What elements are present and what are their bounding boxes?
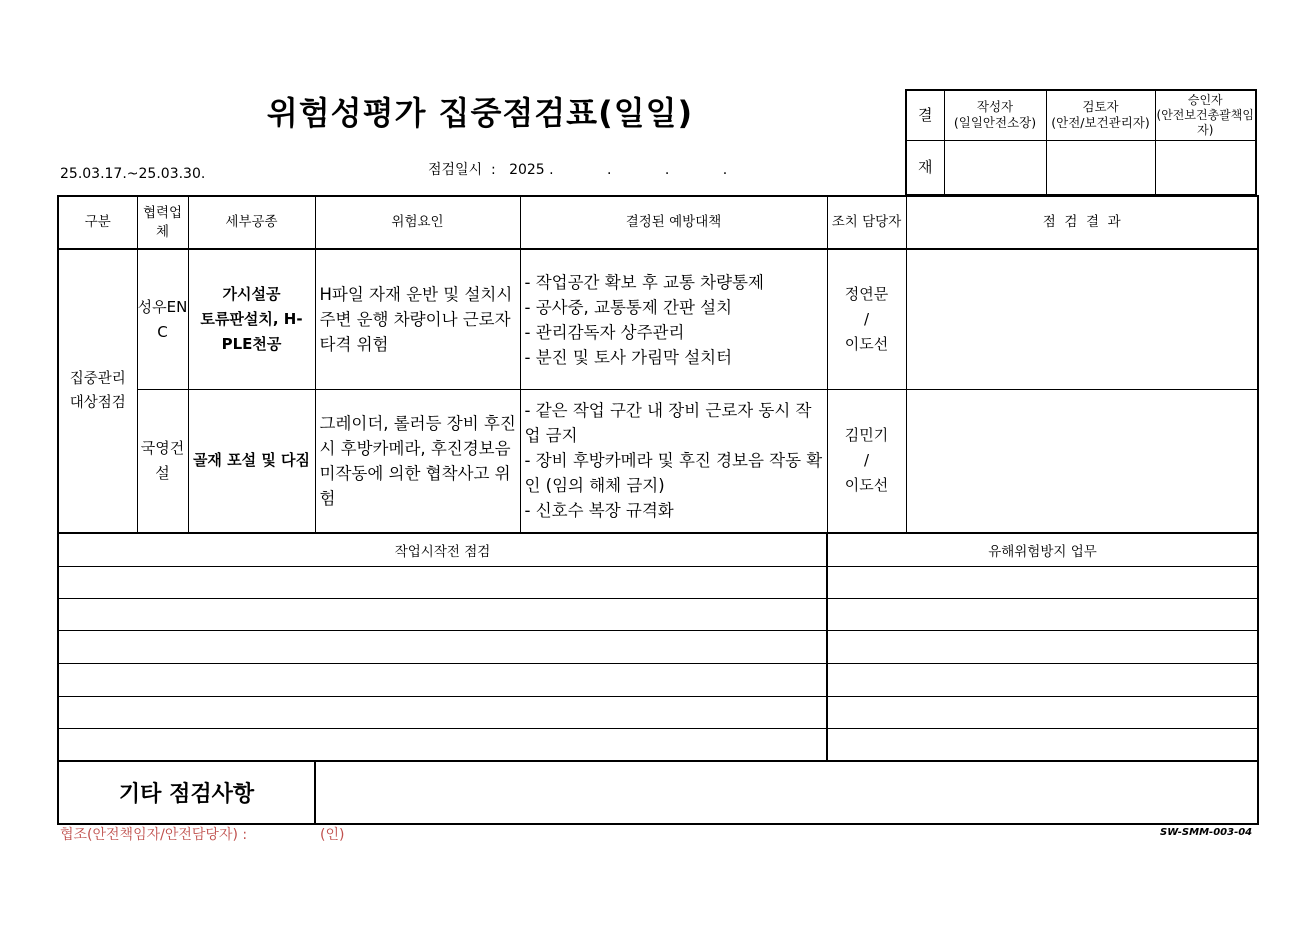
approval-role-reviewer (1046, 90, 1155, 140)
header-result: 점 검 결 과 (906, 196, 1258, 249)
hazard-line[interactable] (827, 696, 1258, 728)
pre-work-line[interactable] (58, 599, 827, 631)
manager-name: 정연문 (844, 285, 889, 304)
approval-jae: 재 (906, 140, 944, 195)
row2-work: 골재 포설 및 다짐 (188, 389, 315, 533)
pre-work-line[interactable] (58, 728, 827, 760)
hazard-line[interactable] (827, 631, 1258, 664)
manager-separator: / (863, 310, 870, 329)
row2-manager (827, 389, 906, 533)
writer-sublabel: (일일안전소장) (953, 115, 1037, 131)
approver-sign-cell[interactable] (1155, 140, 1256, 195)
pre-work-check-header: 작업시작전 점검 (58, 533, 827, 566)
approval-box (905, 89, 1257, 196)
manager-name: 김민기 (844, 426, 889, 445)
header-risk: 위험요인 (315, 196, 520, 249)
writer-label: 작성자 (976, 99, 1014, 115)
row1-measure: - 관리감독자 상주관리 (524, 322, 685, 342)
writer-sign-cell[interactable] (944, 140, 1046, 195)
inspection-table (57, 195, 1259, 825)
manager-name: 이도선 (844, 476, 889, 495)
hazard-line[interactable] (827, 599, 1258, 631)
row1-risk: H파일 자재 운반 및 설치시 주변 운행 차량이나 근로자 타격 위험 (315, 249, 520, 389)
reviewer-sign-cell[interactable] (1046, 140, 1155, 195)
row2-partner: 국영건설 (137, 389, 188, 533)
other-items-label: 기타 점검사항 (58, 761, 315, 824)
row1-measure: - 공사중, 교통통제 간판 설치 (524, 297, 733, 317)
row2-result[interactable] (906, 389, 1258, 533)
row2-measure: - 같은 작업 구간 내 장비 근로자 동시 작업 금지 (524, 401, 812, 446)
header-work: 세부공종 (188, 196, 315, 249)
row1-measures (520, 249, 827, 389)
header-category: 구분 (58, 196, 137, 249)
manager-separator: / (863, 451, 870, 470)
approver-sublabel: (안전보건총괄책임자) (1156, 107, 1254, 137)
hazard-line[interactable] (827, 664, 1258, 696)
row1-work: 가시설공 토류판설치, H-PLE천공 (188, 249, 315, 389)
row1-measure: - 분진 및 토사 가림막 설치터 (524, 347, 733, 367)
approver-label: 승인자 (1187, 92, 1223, 107)
hazard-line[interactable] (827, 566, 1258, 598)
header-manager: 조치 담당자 (827, 196, 906, 249)
row2-measure: - 장비 후방카메라 및 후진 경보음 작동 확인 (임의 해체 금지) (524, 451, 823, 496)
document-title: 위험성평가 집중점검표(일일) (266, 94, 694, 132)
row2-measures (520, 389, 827, 533)
row1-manager (827, 249, 906, 389)
document-code: SW-SMM-003-04 (1160, 827, 1253, 838)
seal-label: (인) (320, 827, 345, 843)
pre-work-line[interactable] (58, 566, 827, 598)
pre-work-line[interactable] (58, 631, 827, 664)
approval-gyeol: 결 (906, 90, 944, 140)
row2-risk: 그레이더, 롤러등 장비 후진 시 후방카메라, 후진경보음 미작동에 의한 협착사고 위험 (315, 389, 520, 533)
reviewer-label: 검토자 (1082, 99, 1119, 115)
header-partner: 협력업체 (137, 196, 188, 249)
approval-role-approver (1155, 90, 1256, 140)
cooperation-label: 협조(안전책임자/안전담당자) : (60, 827, 248, 843)
other-items-content[interactable] (315, 761, 1258, 824)
row1-result[interactable] (906, 249, 1258, 389)
category-cell (58, 249, 137, 533)
pre-work-line[interactable] (58, 664, 827, 696)
inspection-period: 25.03.17.~25.03.30. (60, 166, 206, 182)
approval-role-writer (944, 90, 1046, 140)
hazard-prevention-header: 유해위험방지 업무 (827, 533, 1258, 566)
manager-name: 이도선 (844, 335, 889, 354)
pre-work-line[interactable] (58, 696, 827, 728)
hazard-line[interactable] (827, 728, 1258, 760)
header-measures: 결정된 예방대책 (520, 196, 827, 249)
category-label: 집중관리대상점검 (69, 371, 126, 412)
row2-measure: - 신호수 복장 규격화 (524, 501, 674, 521)
inspection-date: 점검일시 : 2025 . . . . (428, 162, 728, 178)
reviewer-sublabel: (안전/보건관리자) (1051, 115, 1150, 131)
row1-measure: - 작업공간 확보 후 교통 차량통제 (524, 272, 764, 292)
row1-partner: 성우ENC (137, 249, 188, 389)
